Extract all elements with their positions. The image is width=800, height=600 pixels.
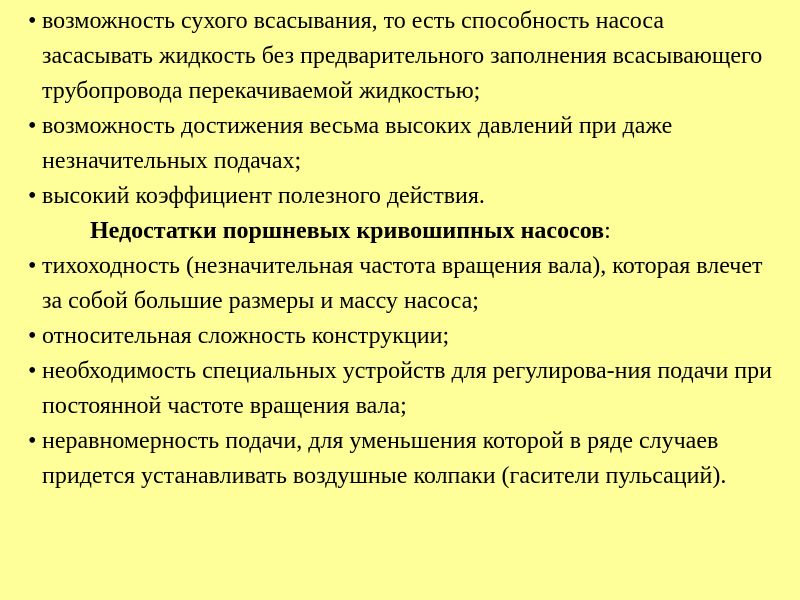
list-item-text: высокий коэффициент полезного действия. bbox=[42, 183, 485, 209]
bullet-icon: • bbox=[28, 113, 37, 139]
section-heading-suffix: : bbox=[604, 218, 611, 244]
list-item-high-pressure bbox=[20, 109, 780, 179]
bullet-icon: • bbox=[28, 323, 37, 349]
list-item-text: тихоходность (незначительная частота вращения вала), которая влечет за собой большие размеры и массу насоса; bbox=[42, 253, 763, 314]
list-item-low-speed bbox=[20, 249, 780, 319]
list-item-text: необходимость специальных устройств для регулирова-ния подачи при постоянной частоте вращения вала; bbox=[42, 358, 772, 419]
list-item-dry-suction bbox=[20, 4, 780, 109]
list-item-uneven-flow bbox=[20, 424, 780, 494]
bullet-icon: • bbox=[28, 358, 37, 384]
list-item-complexity bbox=[20, 319, 780, 354]
list-item-text: возможность достижения весьма высоких давлений при даже незначительных подачах; bbox=[42, 113, 673, 174]
bullet-icon: • bbox=[28, 428, 37, 454]
list-item-text: относительная сложность конструкции; bbox=[42, 323, 450, 349]
bullet-icon: • bbox=[28, 183, 37, 209]
list-item-text: возможность сухого всасывания, то есть способность насоса засасывать жидкость без предварительного заполнения всасывающего трубопровода перекачиваемой жидкостью; bbox=[42, 8, 763, 104]
bullet-icon: • bbox=[28, 8, 37, 34]
list-item-regulation-devices bbox=[20, 354, 780, 424]
list-item-text: неравномерность подачи, для уменьшения которой в ряде случаев придется устанавливать воздушные колпаки (гасители пульсаций). bbox=[42, 428, 727, 489]
bullet-icon: • bbox=[28, 253, 37, 279]
list-item-efficiency bbox=[20, 179, 780, 214]
section-heading bbox=[20, 214, 780, 249]
section-heading-bold: Недостатки поршневых кривошипных насосов bbox=[90, 218, 605, 244]
